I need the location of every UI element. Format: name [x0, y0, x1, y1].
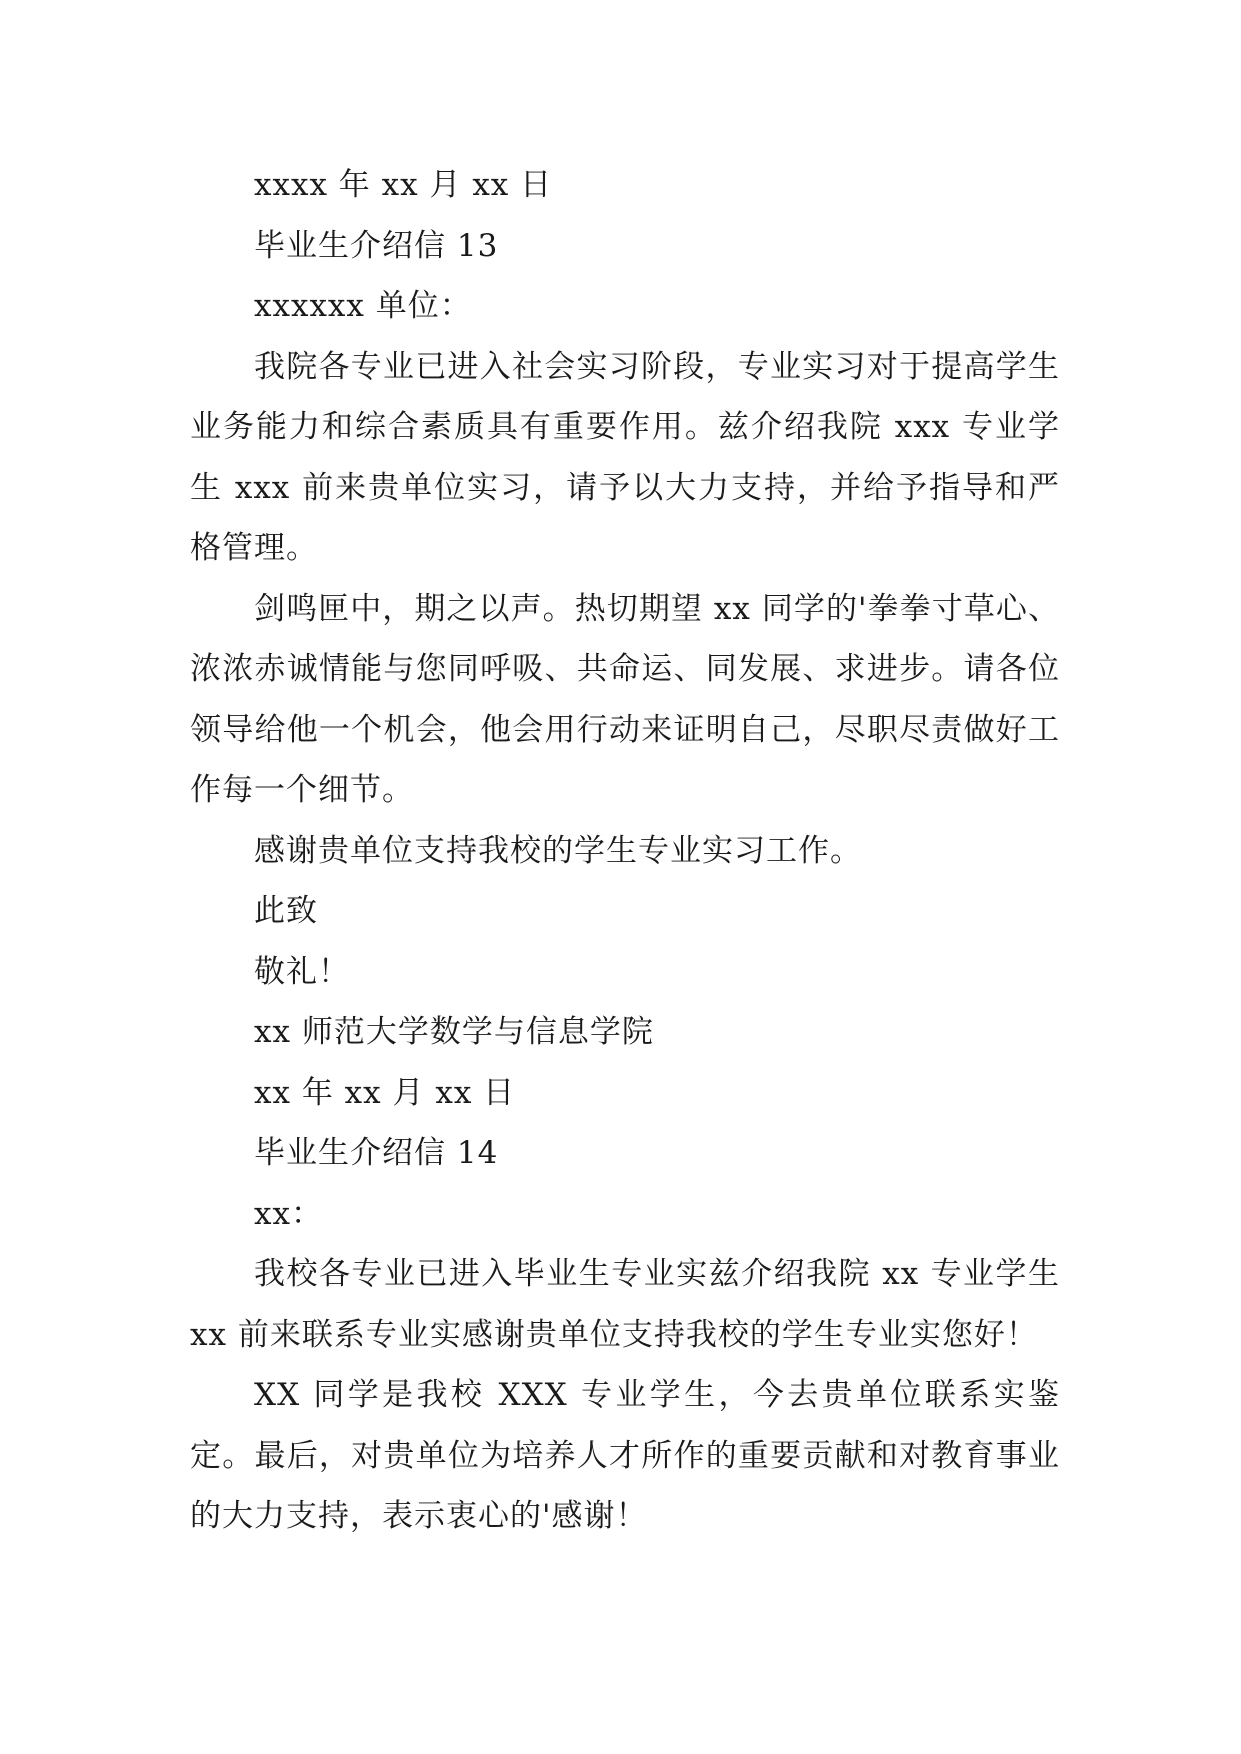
letter-heading: 毕业生介绍信 14 — [254, 1135, 499, 1171]
signature-institution: xx 师范大学数学与信息学院 — [254, 1014, 654, 1050]
body-paragraph: 剑鸣匣中，期之以声。热切期望 xx 同学的'拳拳寸草心、浓浓赤诚情能与您同呼吸、共命运、同发展、求进步。请各位领导给他一个机会，他会用行动来证明自己，尽职尽责做好工作每一个细节。 — [190, 590, 1060, 808]
closing-regards: 敬礼！ — [254, 953, 350, 990]
closing-line: 此致 — [254, 893, 318, 929]
date-line: xxxx 年 xx 月 xx 日 — [254, 167, 553, 203]
thanks-line: 感谢贵单位支持我校的学生专业实习工作。 — [254, 832, 862, 869]
body-paragraph: 我院各专业已进入社会实习阶段，专业实习对于提高学生业务能力和综合素质具有重要作用。兹介绍我院 xxx 专业学生 xxx 前来贵单位实习，请予以大力支持，并给予指导和严格管理。 — [190, 348, 1060, 566]
salutation: xx： — [254, 1195, 323, 1232]
body-paragraph: XX 同学是我校 XXX 专业学生，今去贵单位联系实鉴定。最后，对贵单位为培养人才所作的重要贡献和对教育事业的大力支持，表示衷心的'感谢！ — [190, 1377, 1060, 1534]
letter-heading: 毕业生介绍信 13 — [254, 227, 499, 264]
letter-body — [190, 155, 1060, 1547]
body-paragraph: 我校各专业已进入毕业生专业实兹介绍我院 xx 专业学生 xx 前来联系专业实感谢贵单位支持我校的学生专业实您好！ — [190, 1256, 1060, 1353]
signature-date: xx 年 xx 月 xx 日 — [254, 1074, 516, 1111]
salutation: xxxxxx 单位： — [254, 288, 472, 324]
